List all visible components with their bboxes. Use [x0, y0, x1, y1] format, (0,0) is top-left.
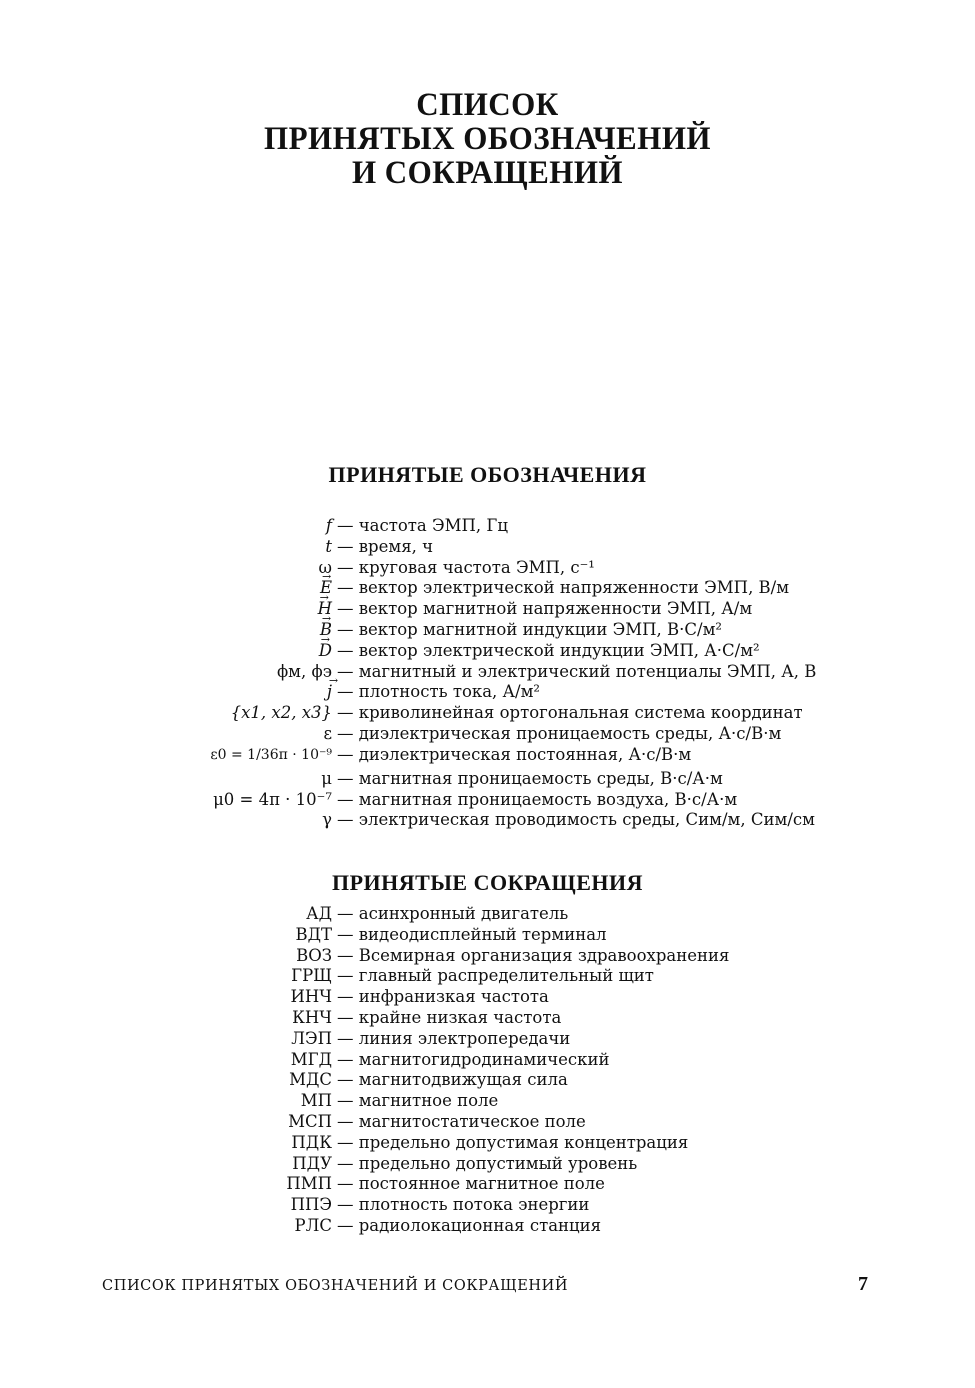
abbreviation-description: — крайне низкая частота — [337, 1007, 562, 1027]
abbreviation-description: — асинхронный двигатель — [337, 904, 569, 923]
abbreviation-term: МСП — [288, 1111, 332, 1131]
abbreviation-row — [0, 1091, 975, 1112]
abbreviation-description: — магнитостатическое поле — [337, 1111, 586, 1131]
abbreviation-row — [0, 904, 975, 925]
abbreviation-row — [0, 1195, 975, 1216]
notation-description: — магнитная проницаемость среды, В·с/А·м — [337, 768, 723, 788]
abbreviation-row — [0, 1133, 975, 1154]
notation-symbol: → D — [319, 641, 332, 662]
abbreviation-term: МДС — [289, 1070, 332, 1090]
abbreviation-term: ПДК — [291, 1132, 332, 1152]
notation-row — [0, 620, 975, 641]
abbreviation-row — [0, 1216, 975, 1237]
abbreviations-heading: ПРИНЯТЫЕ СОКРАЩЕНИЯ — [331, 870, 644, 895]
notations-heading: ПРИНЯТЫЕ ОБОЗНАЧЕНИЯ — [328, 462, 647, 487]
abbreviation-term: ПДУ — [292, 1153, 332, 1173]
page-title — [29, 88, 946, 190]
abbreviation-description: — магнитогидродинамический — [337, 1049, 610, 1069]
abbreviation-description: — предельно допустимый уровень — [337, 1153, 638, 1173]
abbreviation-description: — Всемирная организация здравоохранения — [337, 945, 730, 965]
abbreviation-term: ЛЭП — [291, 1028, 332, 1048]
notation-symbol: → H — [318, 599, 332, 620]
notation-description: — диэлектрическая проницаемость среды, А·с/В·м — [337, 723, 782, 743]
notation-description: — магнитная проницаемость воздуха, В·с/А·м — [337, 789, 738, 809]
notations-list — [0, 516, 975, 831]
notation-row — [0, 641, 975, 662]
notation-symbol: → E — [320, 578, 332, 599]
abbreviation-description: — видеодисплейный терминал — [337, 924, 607, 944]
abbreviation-description: — магнитодвижущая сила — [337, 1070, 568, 1090]
notation-row — [0, 599, 975, 620]
title-line-3: И СОКРАЩЕНИЙ — [351, 155, 624, 191]
notation-symbol: f — [325, 516, 332, 535]
notation-symbol: → j — [327, 682, 332, 703]
notation-description: — вектор магнитной напряженности ЭМП, А/м — [337, 599, 753, 619]
title-line-1: СПИСОК — [416, 87, 559, 123]
notation-description: — вектор электрической напряженности ЭМП, В/м — [337, 578, 790, 598]
abbreviation-description: — линия электропередачи — [337, 1028, 571, 1048]
notation-row — [0, 682, 975, 703]
abbreviation-row — [0, 966, 975, 987]
notation-description: — вектор электрической индукции ЭМП, А·С/м² — [337, 640, 760, 660]
abbreviation-term: МП — [300, 1091, 332, 1111]
abbreviation-row — [0, 1112, 975, 1133]
abbreviation-row — [0, 1029, 975, 1050]
notation-symbol: ω — [318, 557, 332, 577]
notation-row — [0, 724, 975, 745]
abbreviation-term: ВДТ — [295, 924, 332, 944]
notation-description: — круговая частота ЭМП, с⁻¹ — [337, 557, 595, 577]
notation-description: — криволинейная ортогональная система координат — [337, 703, 803, 723]
abbreviation-description: — постоянное магнитное поле — [337, 1174, 605, 1194]
notation-symbol: ε — [323, 723, 332, 743]
notation-symbol: ϕм, ϕэ — [276, 661, 332, 681]
abbreviation-row — [0, 1154, 975, 1175]
notation-row — [0, 745, 975, 769]
notation-description: — вектор магнитной индукции ЭМП, В·С/м² — [337, 619, 723, 639]
abbreviation-term: ППЭ — [290, 1195, 332, 1215]
notation-symbol: μ0 = 4π · 10⁻⁷ — [213, 789, 332, 809]
notation-description: — магнитный и электрический потенциалы ЭМП, А, В — [337, 661, 817, 681]
notation-symbol: γ — [322, 810, 332, 830]
abbreviation-term: МГД — [290, 1049, 332, 1069]
notation-description: — время, ч — [337, 536, 434, 556]
notation-symbol: μ — [321, 768, 332, 788]
notation-description: — электрическая проводимость среды, Сим/м, Сим/см — [337, 810, 815, 830]
abbreviation-row — [0, 987, 975, 1008]
abbreviation-description: — инфранизкая частота — [337, 987, 549, 1007]
abbreviation-term: ИНЧ — [290, 987, 332, 1007]
abbreviation-term: КНЧ — [292, 1007, 332, 1027]
page-number: 7 — [858, 1273, 868, 1295]
abbreviation-row — [0, 946, 975, 967]
abbreviation-term: ВОЗ — [296, 945, 332, 965]
notation-description: — частота ЭМП, Гц — [337, 516, 508, 535]
abbreviation-term: ПМП — [286, 1174, 332, 1194]
notation-symbol: t — [325, 536, 332, 556]
notation-symbol: ε0 = 1/36π · 10⁻⁹ — [210, 746, 332, 763]
notation-row — [0, 810, 975, 831]
title-line-2: ПРИНЯТЫХ ОБОЗНАЧЕНИЙ — [263, 121, 712, 157]
notation-row — [0, 578, 975, 599]
abbreviation-term: РЛС — [294, 1215, 332, 1235]
notation-row — [0, 703, 975, 724]
abbreviation-description: — радиолокационная станция — [337, 1215, 602, 1235]
abbreviation-description: — плотность потока энергии — [337, 1195, 590, 1215]
notation-symbol: → B — [320, 620, 332, 641]
abbreviation-row — [0, 1050, 975, 1071]
abbreviation-row — [0, 1174, 975, 1195]
notation-row — [0, 769, 975, 790]
notation-description: — плотность тока, А/м² — [337, 682, 541, 702]
running-footer: СПИСОК ПРИНЯТЫХ ОБОЗНАЧЕНИЙ И СОКРАЩЕНИЙ — [102, 1278, 569, 1294]
notation-row — [0, 558, 975, 579]
notation-row — [0, 537, 975, 558]
abbreviation-term: ГРЩ — [291, 966, 332, 986]
abbreviation-row — [0, 925, 975, 946]
notation-symbol: {x1, x2, x3} — [230, 703, 332, 723]
abbreviation-description: — магнитное поле — [337, 1091, 499, 1111]
abbreviations-list — [0, 904, 975, 1237]
abbreviation-term: АД — [306, 904, 332, 923]
abbreviation-description: — предельно допустимая концентрация — [337, 1132, 689, 1152]
abbreviation-row — [0, 1070, 975, 1091]
notation-description: — диэлектрическая постоянная, А·с/В·м — [337, 744, 692, 764]
abbreviation-description: — главный распределительный щит — [337, 966, 654, 986]
abbreviation-row — [0, 1008, 975, 1029]
notation-row — [0, 790, 975, 811]
notation-row — [0, 516, 975, 537]
notation-row — [0, 662, 975, 683]
